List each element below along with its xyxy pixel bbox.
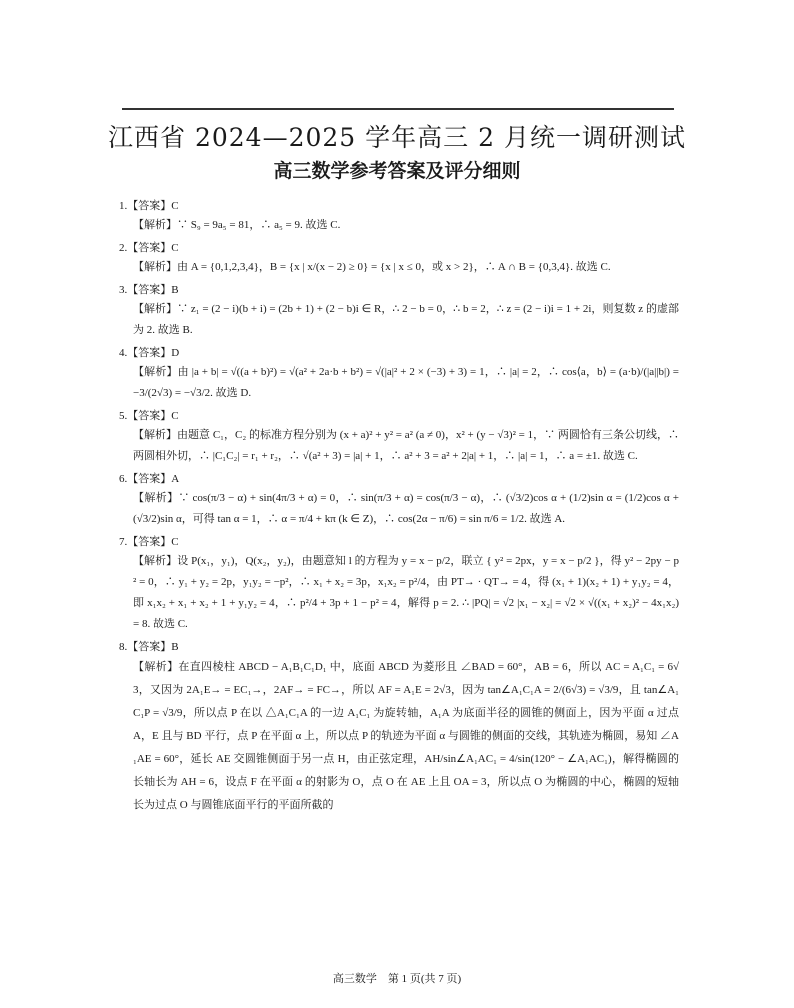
answer-list bbox=[119, 194, 679, 817]
question-3 bbox=[119, 282, 679, 341]
question-8 bbox=[119, 639, 679, 817]
answer-line: 8.【答案】B bbox=[119, 641, 179, 653]
explanation: 【解析】由 A = {0,1,2,3,4}，B = {x | x/(x − 2) ≥ 0} = {x | x ≤ 0，或 x > 2}，∴ A ∩ B = {0,3,4}. 故选 C. bbox=[133, 261, 611, 273]
question-7 bbox=[119, 534, 679, 635]
header-rule bbox=[122, 108, 674, 110]
explanation: 【解析】由 |a + b| = √((a + b)²) = √(a² + 2a·b + b²) = √(|a|² + 2 × (−3) + 3) = 1，∴ |a| = 2，∴ cos⟨a，b⟩ = (a·b)/(|a||b|) = −3/(2√3) = −√3/2. 故选 D. bbox=[133, 366, 679, 399]
answer-line: 1.【答案】C bbox=[119, 200, 179, 212]
answer-line: 3.【答案】B bbox=[119, 284, 179, 296]
document-subtitle: 高三数学参考答案及评分细则 bbox=[273, 160, 521, 182]
explanation: 【解析】∵ S₉ = 9a₅ = 81，∴ a₅ = 9. 故选 C. bbox=[133, 219, 341, 231]
question-2 bbox=[119, 240, 679, 278]
document-title: 江西省 2024—2025 学年高三 2 月统一调研测试 bbox=[108, 123, 686, 152]
answer-line: 4.【答案】D bbox=[119, 347, 180, 359]
explanation: 【解析】由题意 C₁，C₂ 的标准方程分别为 (x + a)² + y² = a² (a ≠ 0)，x² + (y − √3)² = 1，∵ 两圆恰有三条公切线，∴ 两圆相外切，∴ |C₁C₂| = r₁ + r₂，∴ √(a² + 3) = |a| + 1，∴ a² + 3 = a² + 2|a| + 1，∴ |a| = 1，∴ a = ±1. 故选 C. bbox=[133, 429, 679, 462]
answer-line: 7.【答案】C bbox=[119, 536, 179, 548]
explanation: 【解析】设 P(x₁，y₁)，Q(x₂，y₂)，由题意知 l 的方程为 y = x − p/2，联立 { y² = 2px，y = x − p/2 }，得 y² − 2py − p² = 0，∴ y₁ + y₂ = 2p，y₁y₂ = −p²，∴ x₁ + x₂ = 3p，x₁x₂ = p²/4，由 PT→ · QT→ = 4，得 (x₁ + 1)(x₂ + 1) + y₁y₂ = 4，即 x₁x₂ + x₁ + x₂ + 1 + y₁y₂ = 4，∴ p²/4 + 3p + 1 − p² = 4，解得 p = 2. ∴ |PQ| = √2 |x₁ − x₂| = √2 × √((x₁ + x₂)² − 4x₁x₂) = 8. 故选 C. bbox=[133, 555, 679, 630]
explanation: 【解析】∵ cos(π/3 − α) + sin(4π/3 + α) = 0，∴ sin(π/3 + α) = cos(π/3 − α)，∴ (√3/2)cos α + (1/2)sin α = (1/2)cos α + (√3/2)sin α，可得 tan α = 1，∴ α = π/4 + kπ (k ∈ Z)，∴ cos(2α − π/6) = sin π/6 = 1/2. 故选 A. bbox=[133, 492, 679, 525]
question-4 bbox=[119, 345, 679, 404]
page-footer: 高三数学 第 1 页(共 7 页) bbox=[332, 973, 462, 985]
question-6 bbox=[119, 471, 679, 530]
answer-line: 6.【答案】A bbox=[119, 473, 180, 485]
question-1 bbox=[119, 198, 679, 236]
question-5 bbox=[119, 408, 679, 467]
answer-line: 2.【答案】C bbox=[119, 242, 179, 254]
answer-line: 5.【答案】C bbox=[119, 410, 179, 422]
explanation: 【解析】∵ z₁ = (2 − i)(b + i) = (2b + 1) + (2 − b)i ∈ R，∴ 2 − b = 0，∴ b = 2，∴ z = (2 − i)i = 1 + 2i，则复数 z 的虚部为 2. 故选 B. bbox=[133, 303, 679, 336]
explanation: 【解析】在直四棱柱 ABCD − A₁B₁C₁D₁ 中，底面 ABCD 为菱形且 ∠BAD = 60°，AB = 6，所以 AC = A₁C₁ = 6√3，又因为 2A₁E→ = EC₁→，2AF→ = FC→，所以 AF = A₁E = 2√3，因为 tan∠A₁C₁A = 2/(6√3) = √3/9，且 tan∠A₁C₁P = √3/9，所以点 P 在以 △A₁C₁A 的一边 A₁C₁ 为旋转轴，A₁A 为底面半径的圆锥的侧面上，因为平面 α 过点 A，E 且与 BD 平行，点 P 在平面 α 上，所以点 P 的轨迹为平面 α 与圆锥的侧面的交线，其轨迹为椭圆，易知 ∠A₁AE = 60°，延长 AE 交圆锥侧面于另一点 H，由正弦定理，AH/sin∠A₁AC₁ = 4/sin(120° − ∠A₁AC₁)，解得椭圆的长轴长为 AH = 6，设点 F 在平面 α 的射影为 O，点 O 在 AE 上且 OA = 3，所以点 O 为椭圆的中心，椭圆的短轴长为过点 O 与圆锥底面平行的平面所截的 bbox=[133, 661, 679, 811]
